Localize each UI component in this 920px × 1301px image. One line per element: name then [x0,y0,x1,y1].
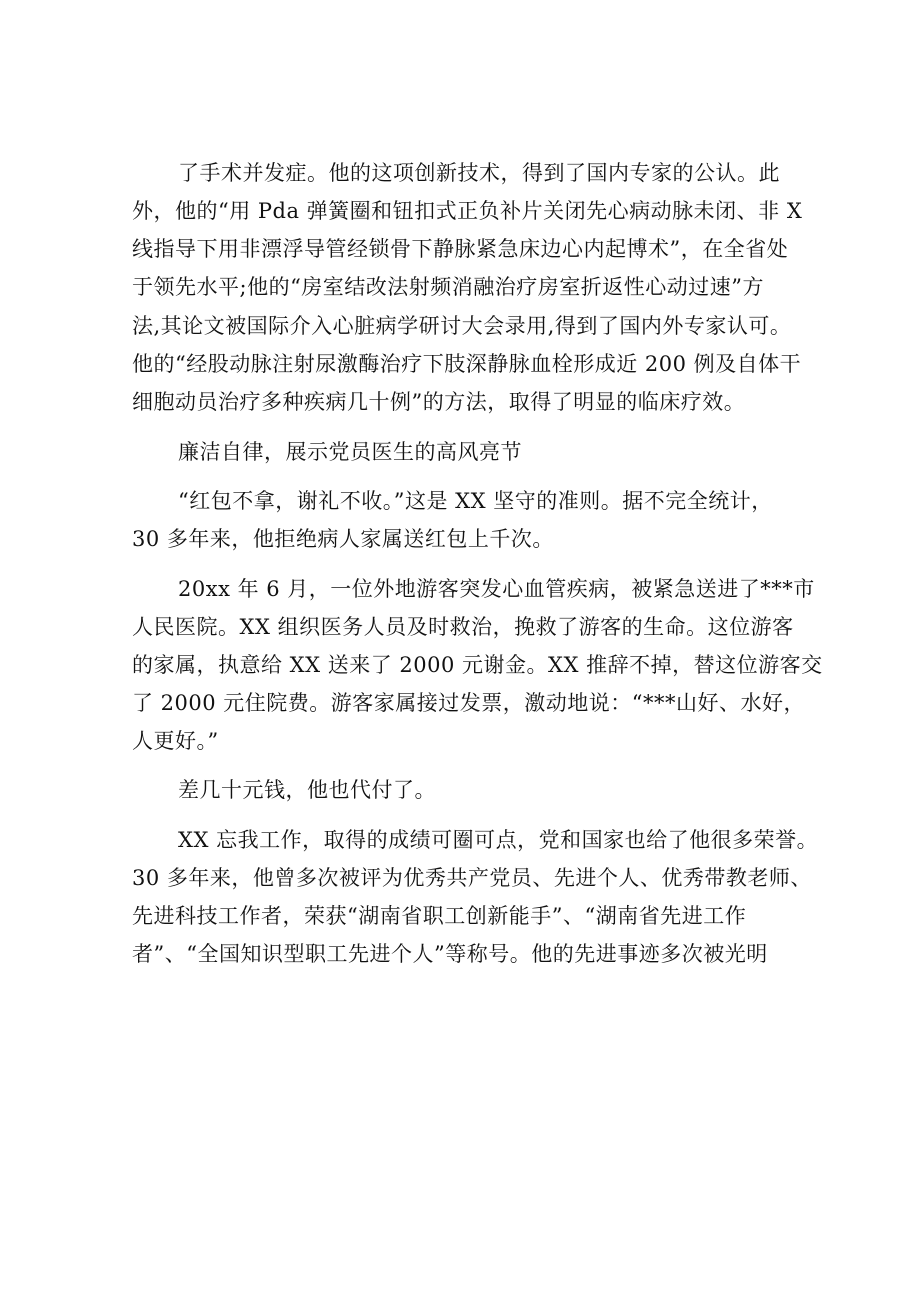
text-line: 30 多年来，他曾多次被评为优秀共产党员、先进个人、优秀带教老师、 [132,866,812,890]
text-line: “红包不拿，谢礼不收。”这是 XX 坚守的准则。据不完全统计， [178,489,773,513]
text-line: 于领先水平;他的“房室结改法射频消融治疗房室折返性心动过速”方 [132,275,765,299]
text-line: 人民医院。XX 组织医务人员及时救治，挽救了游客的生命。这位游客 [132,615,794,639]
text-line: 30 多年来，他拒绝病人家属送红包上千次。 [132,527,554,551]
text-line: 细胞动员治疗多种疾病几十例”的方法，取得了明显的临床疗效。 [132,390,746,414]
text-line: 者”、“全国知识型职工先进个人”等称号。他的先进事迹多次被光明 [132,942,768,966]
text-line: 先进科技工作者，荣获“湖南省职工创新能手”、“湖南省先进工作 [132,904,747,928]
text-line: 差几十元钱，他也代付了。 [178,778,436,802]
text-line: 他的“经股动脉注射尿激酶治疗下肢深静脉血栓形成近 200 例及自体干 [132,352,802,376]
text-line: XX 忘我工作，取得的成绩可圈可点，党和国家也给了他很多荣誉。 [178,828,819,852]
text-line: 线指导下用非漂浮导管经锁骨下静脉紧急床边心内起博术”，在全省处 [132,237,789,261]
section-heading: 廉洁自律，展示党员医生的高风亮节 [178,440,522,464]
text-line: 了手术并发症。他的这项创新技术，得到了国内专家的公认。此 [178,161,780,185]
text-line: 了 2000 元住院费。游客家属接过发票，激动地说：“***山好、水好， [132,691,806,715]
text-line: 外，他的“用 Pda 弹簧圈和钮扣式正负补片关闭先心病动脉未闭、非 X [132,199,803,223]
text-line: 20xx 年 6 月，一位外地游客突发心血管疾病，被紧急送进了***市 [178,577,815,601]
text-line: 人更好。” [132,729,219,753]
text-line: 的家属，执意给 XX 送来了 2000 元谢金。XX 推辞不掉，替这位游客交 [132,653,823,677]
text-line: 法,其论文被国际介入心脏病学研讨大会录用,得到了国内外专家认可。 [132,314,792,338]
